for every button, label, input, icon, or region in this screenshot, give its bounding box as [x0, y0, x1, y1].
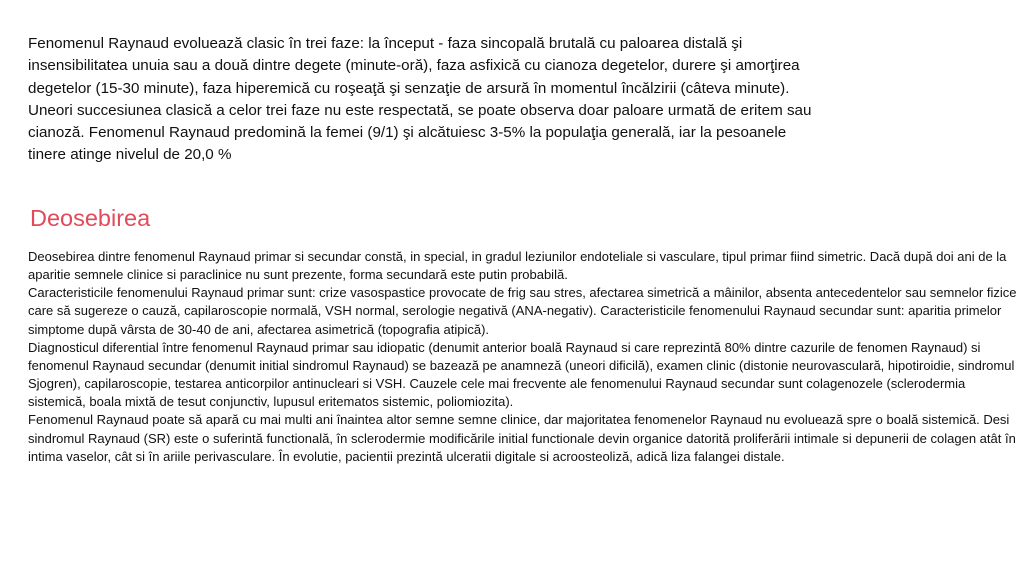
body-paragraph: Deosebirea dintre fenomenul Raynaud primar si secundar constă, in special, in gradul leziunilor endoteliale si vasculare, tipul primar fiind simetric. Dacă după doi ani de la aparitie semnele clinice si paraclinice nu sunt prezente, forma secundară este putin probabilă. — [28, 249, 1007, 283]
intro-paragraph: Fenomenul Raynaud evoluează clasic în trei faze: la început - faza sincopală brutală cu paloarea distală şi insensibilitatea unuia sau a două dintre degete (minute-oră), faza asfixică cu cianoza degetelor, durere şi amorţirea degetelor (15-30 minute), faza hiperemică cu roşeaţă şi senzaţie de arsură în momentul încălzirii (câteva minute). Uneori succesiunea clasică a celor trei faze nu este respectată, se poate observa doar paloare urmată de eritem sau cianoză. Fenomenul Raynaud predomină la femei (9/1) şi alcătuiesc 3-5% la populaţia generală, iar la pesoanele tinere atinge nivelul de 20,0 % — [28, 35, 812, 164]
section-heading: Deosebirea — [30, 205, 151, 231]
body-paragraph: Diagnosticul diferential între fenomenul Raynaud primar sau idiopatic (denumit anterior boală Raynaud si care reprezintă 80% dintre cazurile de fenomen Raynaud) si fenomenul Raynaud secundar (denumit initial sindromul Raynaud) se bazează pe anamneză (uneori dificilă), examen clinic (distonie neurovasculară, hipotiroidie, sindromul Sjogren), capilaroscopie, testarea anticorpilor antinucleari si VSH. Cauzele cele mai frecvente ale fenomenului Raynaud secundar sunt colagenozele (sclerodermia sistemică, boala mixtă de tesut conjunctiv, lupusul eritematos sistemic, poliomiozita). — [28, 339, 1015, 410]
body-paragraph: Caracteristicile fenomenului Raynaud primar sunt: crize vasospastice provocate de frig sau stres, afectarea simetrică a mâinilor, absenta antecedentelor sau semnelor fizice care să sugereze o cauză, capilaroscopie normală, VSH normal, serologie negativă (ANA-negativ). Caracteristicile fenomenului Raynaud secundar sunt: aparitia primelor simptome după vârsta de 30-40 de ani, afectarea asimetrică (topografia atipică). — [28, 285, 1017, 337]
body-text — [28, 248, 1018, 466]
body-paragraph: Fenomenul Raynaud poate să apară cu mai multi ani înaintea altor semne semne clinice, dar majoritatea fenomenelor Raynaud nu evoluează spre o boală sistemică. Desi sindromul Raynaud (SR) este o suferintă functională, în sclerodermie modificările initial functionale devin organice datorită proliferării intimale si depunerii de colagen atât în intima vaselor, cât si în ariile perivasculare. În evolutie, pacientii prezintă ulceratii digitale si acroosteoliză, adică liza falangei distale. — [28, 412, 1016, 464]
